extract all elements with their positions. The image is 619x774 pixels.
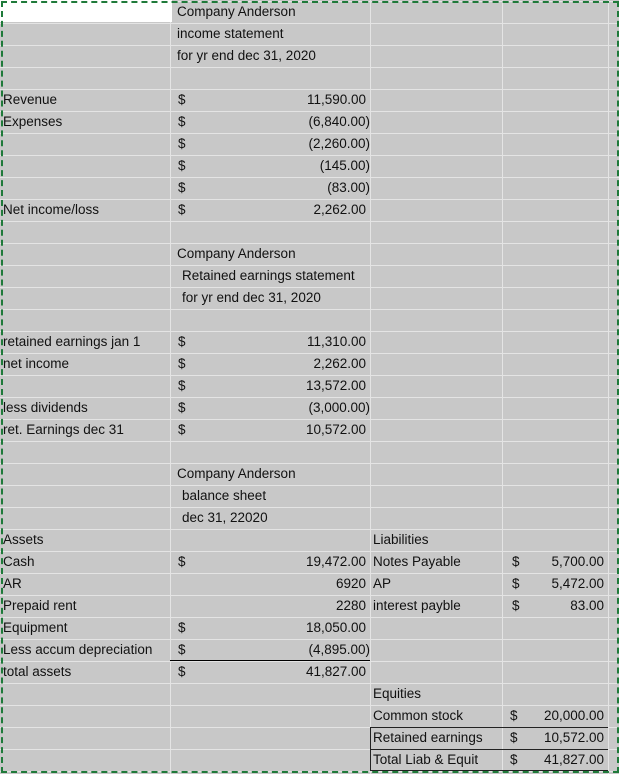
asset-cur-5: $ bbox=[178, 664, 186, 679]
equity-value-0[interactable]: 20,000.00 bbox=[543, 708, 604, 723]
equity-border-mid bbox=[370, 749, 608, 750]
liability-cur-2: $ bbox=[512, 598, 520, 613]
liability-label-1[interactable]: AP bbox=[373, 576, 392, 591]
income-cur-1: $ bbox=[178, 114, 186, 129]
asset-label-2[interactable]: Prepaid rent bbox=[3, 598, 77, 613]
income-title[interactable]: income statement bbox=[177, 26, 284, 41]
equities-header[interactable]: Equities bbox=[373, 686, 422, 701]
retained-value-1[interactable]: 2,262.00 bbox=[313, 356, 366, 371]
asset-value-2[interactable]: 2280 bbox=[335, 598, 366, 613]
retained-value-4[interactable]: 10,572.00 bbox=[305, 422, 366, 437]
retained-label-3[interactable]: less dividends bbox=[3, 400, 88, 415]
income-label-5[interactable]: Net income/loss bbox=[3, 202, 100, 217]
equity-label-1[interactable]: Retained earnings bbox=[373, 730, 483, 745]
asset-cur-3: $ bbox=[178, 620, 186, 635]
asset-value-4[interactable]: (4,895.00) bbox=[308, 642, 370, 657]
liability-value-2[interactable]: 83.00 bbox=[570, 598, 604, 613]
asset-value-1[interactable]: 6920 bbox=[335, 576, 366, 591]
equity-label-0[interactable]: Common stock bbox=[373, 708, 464, 723]
liability-cur-1: $ bbox=[512, 576, 520, 591]
retained-value-3[interactable]: (3,000.00) bbox=[308, 400, 370, 415]
income-value-1[interactable]: (6,840.00) bbox=[308, 114, 370, 129]
equity-border-bottom bbox=[370, 770, 608, 771]
balance-title[interactable]: balance sheet bbox=[182, 488, 267, 503]
liability-label-0[interactable]: Notes Payable bbox=[373, 554, 461, 569]
equity-value-2[interactable]: 41,827.00 bbox=[543, 752, 604, 767]
income-cur-5: $ bbox=[178, 202, 186, 217]
equity-cur-1: $ bbox=[510, 730, 518, 745]
asset-label-4[interactable]: Less accum depreciation bbox=[3, 642, 153, 657]
retained-label-4[interactable]: ret. Earnings dec 31 bbox=[3, 422, 124, 437]
income-value-3[interactable]: (145.00) bbox=[319, 158, 370, 173]
income-value-4[interactable]: (83.00) bbox=[327, 180, 370, 195]
retained-company[interactable]: Company Anderson bbox=[177, 246, 296, 261]
income-label-1[interactable]: Expenses bbox=[3, 114, 63, 129]
asset-label-0[interactable]: Cash bbox=[3, 554, 35, 569]
asset-label-3[interactable]: Equipment bbox=[3, 620, 68, 635]
retained-value-0[interactable]: 11,310.00 bbox=[306, 334, 366, 349]
retained-value-2[interactable]: 13,572.00 bbox=[305, 378, 366, 393]
retained-label-1[interactable]: net income bbox=[3, 356, 70, 371]
liability-value-0[interactable]: 5,700.00 bbox=[551, 554, 604, 569]
income-value-5[interactable]: 2,262.00 bbox=[313, 202, 366, 217]
liability-value-1[interactable]: 5,472.00 bbox=[551, 576, 604, 591]
retained-cur-2: $ bbox=[178, 378, 186, 393]
asset-cur-0: $ bbox=[178, 554, 186, 569]
asset-value-0[interactable]: 19,472.00 bbox=[305, 554, 366, 569]
retained-cur-3: $ bbox=[178, 400, 186, 415]
asset-value-5[interactable]: 41,827.00 bbox=[305, 664, 366, 679]
income-period[interactable]: for yr end dec 31, 2020 bbox=[177, 48, 316, 63]
retained-title[interactable]: Retained earnings statement bbox=[182, 268, 355, 283]
income-cur-2: $ bbox=[178, 136, 186, 151]
retained-label-0[interactable]: retained earnings jan 1 bbox=[3, 334, 141, 349]
header-white-cell bbox=[0, 0, 172, 22]
retained-cur-0: $ bbox=[178, 334, 186, 349]
income-value-0[interactable]: 11,590.00 bbox=[306, 92, 366, 107]
equity-cur-2: $ bbox=[510, 752, 518, 767]
asset-cur-4: $ bbox=[178, 642, 186, 657]
balance-company[interactable]: Company Anderson bbox=[177, 466, 296, 481]
assets-header[interactable]: Assets bbox=[3, 532, 44, 547]
asset-label-1[interactable]: AR bbox=[3, 576, 22, 591]
equity-value-1[interactable]: 10,572.00 bbox=[543, 730, 604, 745]
income-label-0[interactable]: Revenue bbox=[3, 92, 58, 107]
retained-period[interactable]: for yr end dec 31, 2020 bbox=[182, 290, 321, 305]
income-cur-3: $ bbox=[178, 158, 186, 173]
liability-cur-0: $ bbox=[512, 554, 520, 569]
income-value-2[interactable]: (2,260.00) bbox=[308, 136, 370, 151]
equity-border-top bbox=[370, 727, 608, 728]
asset-value-3[interactable]: 18,050.00 bbox=[305, 620, 366, 635]
balance-period[interactable]: dec 31, 22020 bbox=[182, 510, 268, 525]
income-cur-4: $ bbox=[178, 180, 186, 195]
retained-cur-1: $ bbox=[178, 356, 186, 371]
liability-label-2[interactable]: interest payble bbox=[373, 598, 461, 613]
income-cur-0: $ bbox=[178, 92, 186, 107]
income-company[interactable]: Company Anderson bbox=[177, 4, 296, 19]
retained-cur-4: $ bbox=[178, 422, 186, 437]
asset-label-5[interactable]: total assets bbox=[3, 664, 72, 679]
equity-cur-0: $ bbox=[510, 708, 518, 723]
liabilities-header[interactable]: Liabilities bbox=[373, 532, 429, 547]
equity-border-left bbox=[370, 727, 371, 771]
equity-label-2[interactable]: Total Liab & Equit bbox=[373, 752, 479, 767]
